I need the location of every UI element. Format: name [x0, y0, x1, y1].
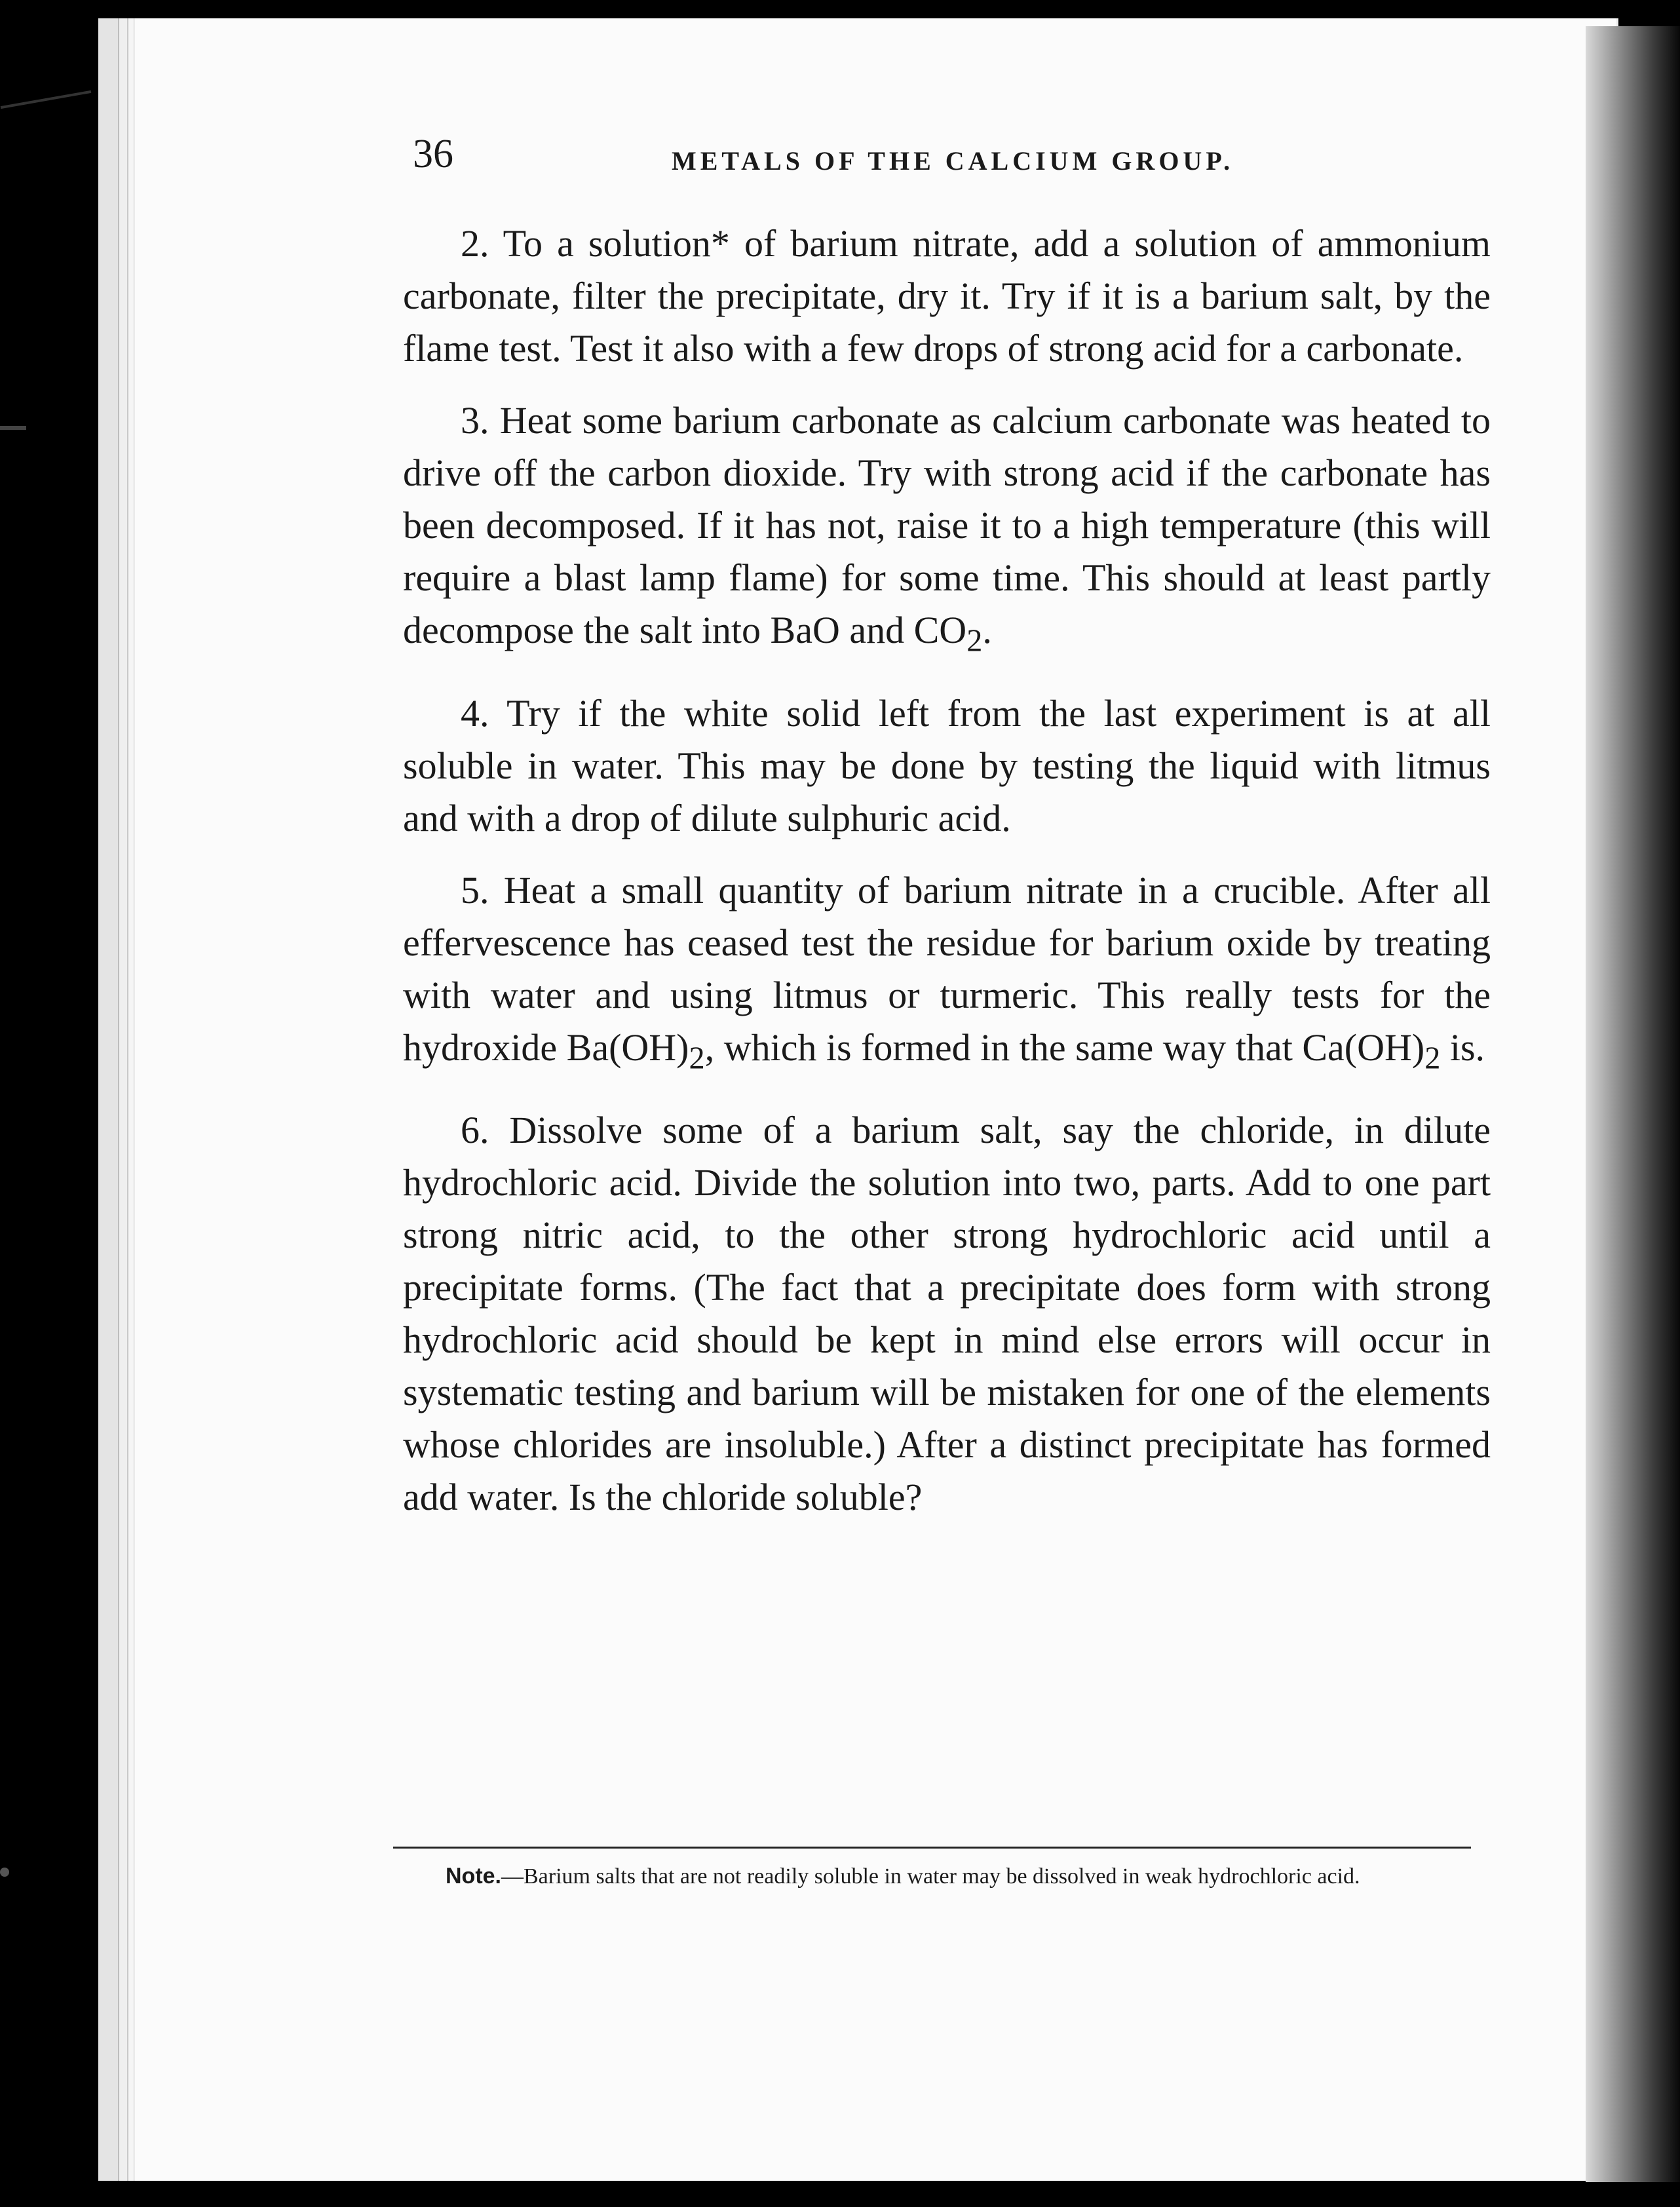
paragraph-number: 5. — [461, 868, 489, 912]
page-body — [403, 218, 1491, 1543]
footnote — [392, 1862, 1470, 1890]
paragraph-text: . — [982, 609, 992, 651]
page-edge — [119, 18, 128, 2181]
scan-artifact — [0, 1868, 9, 1877]
paragraph-text: Dissolve some of a barium salt, say the chloride, in dilute hydrochloric acid. Divide the solution into two, parts. Add to one part strong nitric acid, to the other strong hydrochloric acid until a precipitate forms. (The fact that a precipitate does form with strong hydrochloric acid should be kept in mind else errors will occur in systematic testing and barium will be mistaken for one of the elements whose chlorides are insoluble.) After a distinct precipitate has formed add water. Is the chloride soluble? — [403, 1109, 1491, 1519]
page-header — [413, 131, 1566, 197]
paragraph-number: 6. — [461, 1109, 489, 1152]
scan-artifact — [1, 90, 92, 109]
footnote-label: Note. — [446, 1864, 501, 1889]
page-number: 36 — [413, 132, 453, 176]
page-edge — [98, 18, 119, 2181]
paragraph-4 — [403, 687, 1491, 845]
paragraph-text: Heat a small quantity of barium nitrate in a crucible. After all effervescence has ceased test the residue for barium oxide by treating with water and using litmus or turmeric. This really tests for the hydroxide Ba(OH) — [403, 868, 1491, 1069]
paragraph-text: Heat some barium carbonate as calcium carbonate was heated to drive off the carbon dioxide. Try with strong acid if the carbonate has been decomposed. If it has not, raise it to a high temperature (this will require a blast lamp flame) for some time. This should at least partly decompose the salt into BaO and CO — [403, 399, 1491, 651]
paragraph-text: Try if the white solid left from the last experiment is at all soluble in water. This may be done by testing the liquid with litmus and with a drop of dilute sulphuric acid. — [403, 691, 1491, 839]
paragraph-number: 4. — [461, 691, 489, 735]
subscript: 2 — [966, 623, 983, 659]
subscript: 2 — [1424, 1041, 1441, 1076]
scan-artifact — [0, 426, 26, 430]
paragraph-number: 2. — [461, 222, 489, 265]
paragraph-6 — [403, 1104, 1491, 1524]
running-title: METALS OF THE CALCIUM GROUP. — [672, 146, 1234, 176]
footnote-rule — [393, 1847, 1471, 1849]
paragraph-text: , which is formed in the same way that Ca(OH) — [704, 1026, 1425, 1069]
paragraph-2 — [403, 218, 1491, 375]
subscript: 2 — [689, 1041, 705, 1076]
paragraph-3 — [403, 394, 1491, 668]
page-edge — [128, 18, 134, 2181]
footnote-text: —Barium salts that are not readily soluble in water may be dissolved in weak hydrochloric acid. — [501, 1864, 1360, 1889]
paragraph-number: 3. — [461, 399, 489, 442]
page-gutter-shadow — [1586, 26, 1680, 2182]
paragraph-text: is. — [1440, 1026, 1485, 1069]
paragraph-text: To a solution* of barium nitrate, add a solution of ammonium carbonate, filter the precipitate, dry it. Try if it is a barium salt, by the flame test. Test it also with a few drops of strong acid for a carbonate. — [403, 222, 1491, 370]
paragraph-5 — [403, 864, 1491, 1085]
